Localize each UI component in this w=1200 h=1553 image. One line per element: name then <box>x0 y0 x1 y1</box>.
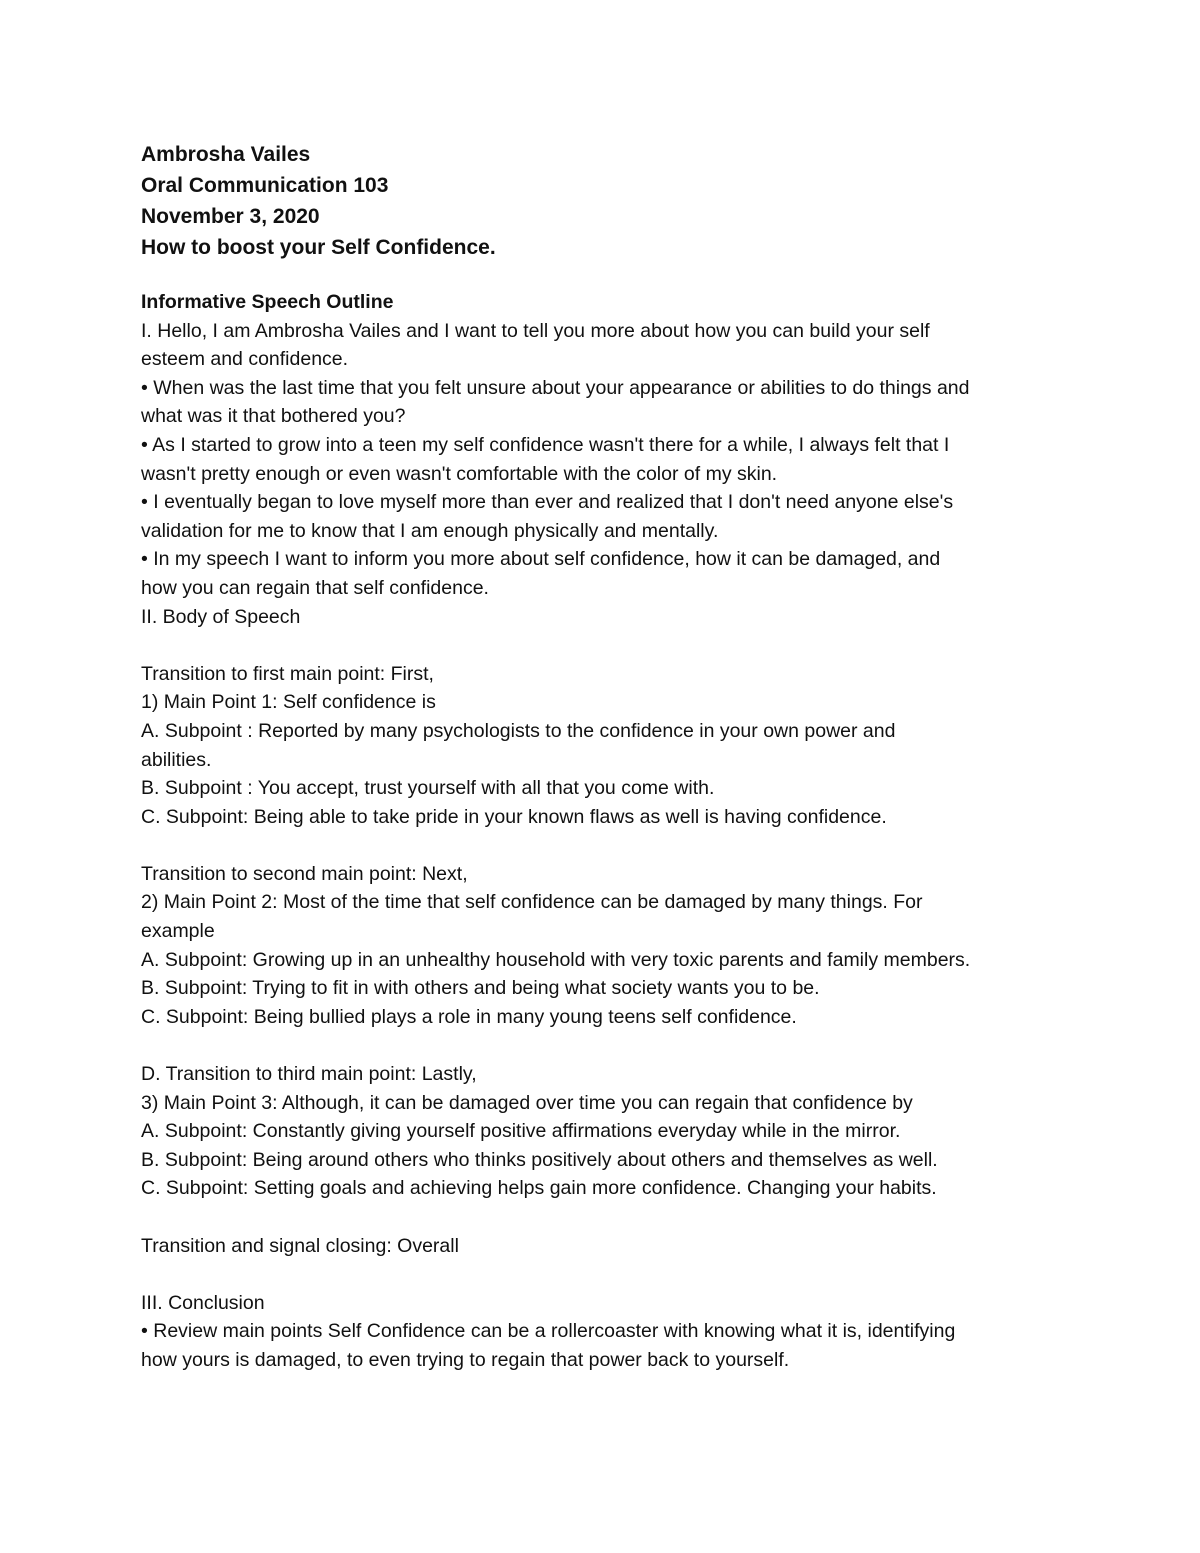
outline-line: what was it that bothered you? <box>141 405 406 428</box>
outline-line: esteem and confidence. <box>141 348 349 371</box>
outline-line: Transition to first main point: First, <box>141 662 434 685</box>
course-name: Oral Communication 103 <box>141 174 389 197</box>
outline-line: I. Hello, I am Ambrosha Vailes and I want to tell you more about how you can build your self <box>141 319 930 342</box>
outline-line: A. Subpoint: Growing up in an unhealthy household with very toxic parents and family members. <box>141 948 971 971</box>
outline-line: C. Subpoint: Setting goals and achieving helps gain more confidence. Changing your habits. <box>141 1177 937 1200</box>
blank-line <box>141 1031 1071 1060</box>
outline-line: B. Subpoint : You accept, trust yourself with all that you come with. <box>141 777 715 800</box>
outline-line: C. Subpoint: Being able to take pride in your known flaws as well is having confidence. <box>141 805 887 828</box>
outline-line: B. Subpoint: Being around others who thinks positively about others and themselves as well. <box>141 1148 938 1171</box>
outline-line: A. Subpoint: Constantly giving yourself positive affirmations everyday while in the mirror. <box>141 1120 901 1143</box>
outline-line: wasn't pretty enough or even wasn't comfortable with the color of my skin. <box>141 462 778 485</box>
outline-line: how yours is damaged, to even trying to regain that power back to yourself. <box>141 1348 790 1371</box>
outline-line: B. Subpoint: Trying to fit in with others and being what society wants you to be. <box>141 977 820 1000</box>
outline-line: example <box>141 920 215 943</box>
document-date: November 3, 2020 <box>141 205 320 228</box>
blank-line <box>141 1203 1071 1232</box>
outline-heading: Informative Speech Outline <box>141 291 394 313</box>
outline-section <box>141 288 1071 1375</box>
outline-line: validation for me to know that I am enough physically and mentally. <box>141 519 719 542</box>
blank-line <box>141 831 1071 860</box>
outline-line: 3) Main Point 3: Although, it can be damaged over time you can regain that confidence by <box>141 1091 913 1114</box>
outline-line: how you can regain that self confidence. <box>141 576 489 599</box>
outline-line: • I eventually began to love myself more than ever and realized that I don't need anyone else's <box>141 491 954 514</box>
outline-line: II. Body of Speech <box>141 605 301 628</box>
blank-line <box>141 631 1071 660</box>
outline-line: 1) Main Point 1: Self confidence is <box>141 691 436 714</box>
outline-line: abilities. <box>141 748 212 771</box>
document-title: How to boost your Self Confidence. <box>141 236 496 259</box>
document-content <box>141 139 1071 1375</box>
outline-line: Transition and signal closing: Overall <box>141 1234 459 1257</box>
outline-lines <box>141 317 1071 1375</box>
outline-line: A. Subpoint : Reported by many psychologists to the confidence in your own power and <box>141 719 896 742</box>
outline-line: Transition to second main point: Next, <box>141 862 468 885</box>
outline-line: • Review main points Self Confidence can be a rollercoaster with knowing what it is, identifying <box>141 1320 956 1343</box>
author-name: Ambrosha Vailes <box>141 143 311 166</box>
outline-line: C. Subpoint: Being bullied plays a role in many young teens self confidence. <box>141 1005 797 1028</box>
blank-line <box>141 1260 1071 1289</box>
outline-line: • As I started to grow into a teen my self confidence wasn't there for a while, I always felt that I <box>141 433 950 456</box>
outline-line: 2) Main Point 2: Most of the time that self confidence can be damaged by many things. For <box>141 891 923 914</box>
outline-line: • In my speech I want to inform you more about self confidence, how it can be damaged, and <box>141 548 941 571</box>
outline-line: III. Conclusion <box>141 1291 265 1314</box>
outline-line: • When was the last time that you felt unsure about your appearance or abilities to do things and <box>141 376 970 399</box>
outline-line: D. Transition to third main point: Lastly, <box>141 1063 477 1086</box>
